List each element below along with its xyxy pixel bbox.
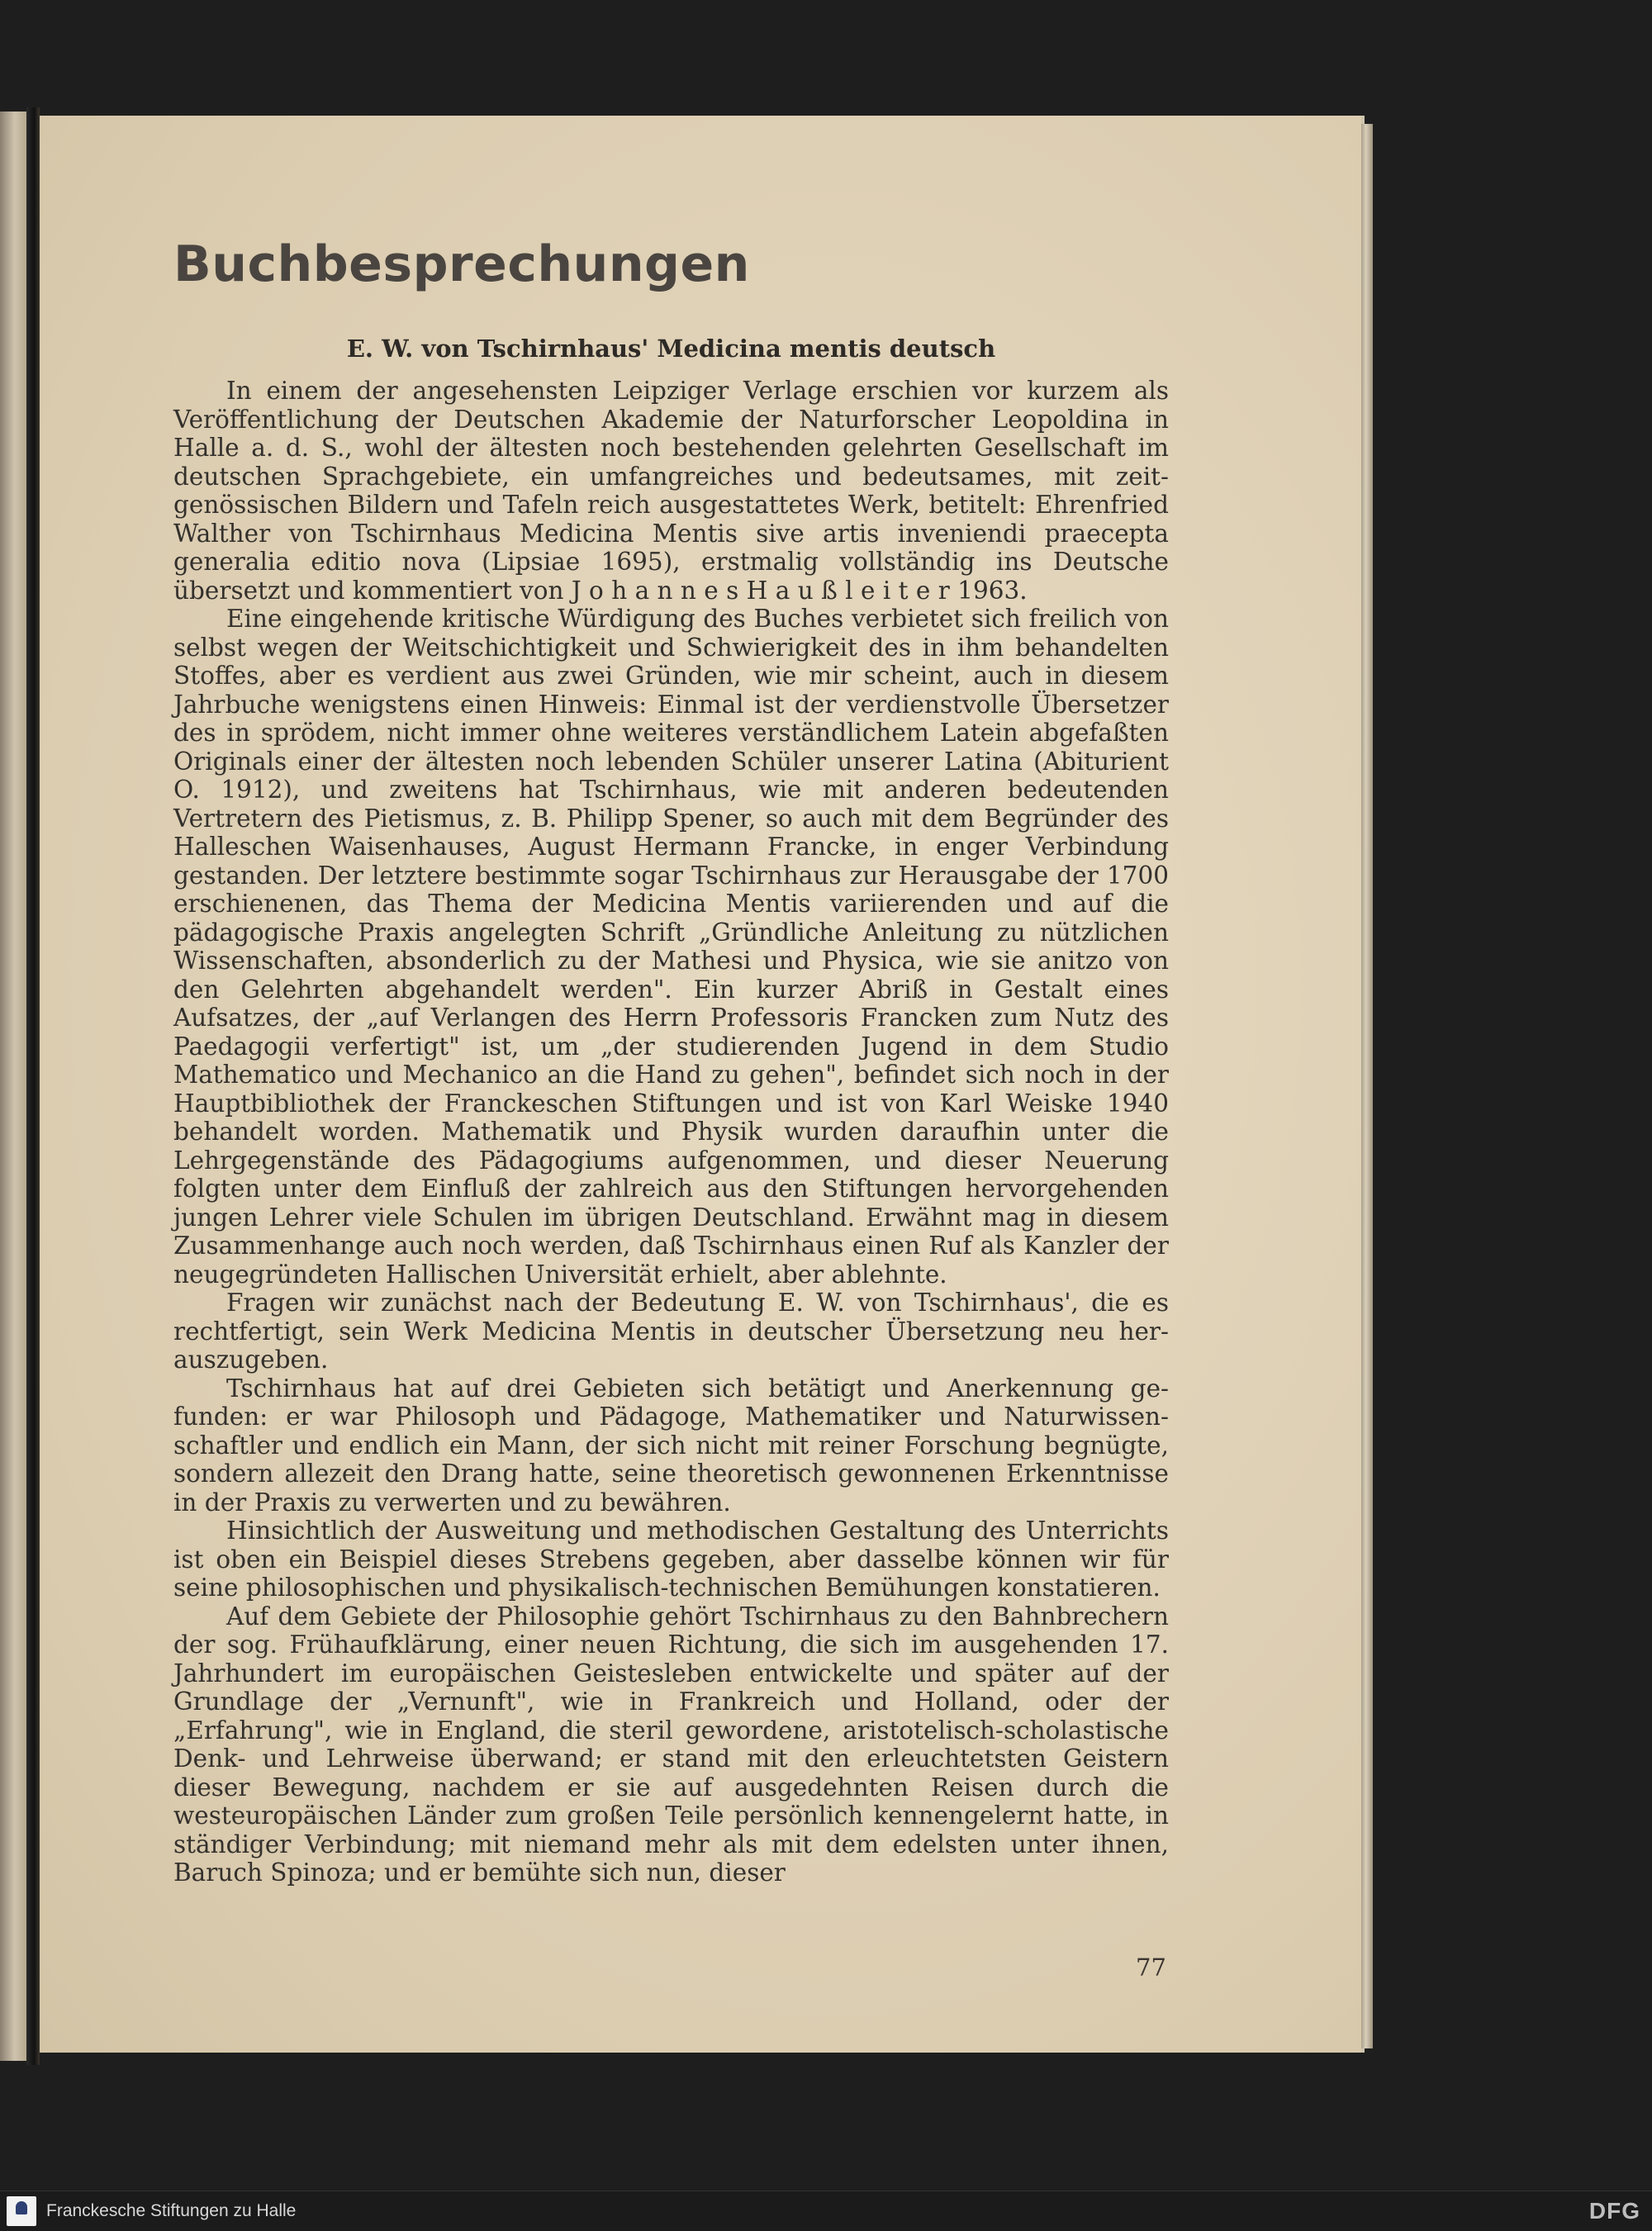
institution-logo-icon [7,2196,36,2226]
paragraph: In einem der angesehensten Leipziger Verlage erschien vor kurzem als Veröffentlichung der Deutschen Akademie der Naturforscher Leopoldina in Halle a. d. S., wohl der ältesten noch bestehenden gelehrten Gesellschaft im deutschen Sprachgebiete, ein umfangreiches und bedeutsames, mit zeitgenössischen Bildern und Tafeln reich ausgestattetes Werk, betitelt: Ehrenfried Walther von Tschirnhaus Medicina Mentis sive artis inveniendi praecepta generalia editio nova (Lipsiae 1695), erstmalig vollständig ins Deutsche übersetzt und kommentiert von J o h a n n e s H a u ß l e i t e r 1963. [173,377,1169,605]
paragraph: Eine eingehende kritische Würdigung des Buches verbietet sich freilich von selbst wegen der Weitschichtigkeit und Schwierigkeit des in ihm behandelten Stoffes, aber es verdient aus zwei Gründen, wie mir scheint, auch in diesem Jahrbuche wenigstens einen Hinweis: Einmal ist der verdienstvolle Übersetzer des in sprödem, nicht immer ohne weiteres verständlichem Latein abgefaßten Originals einer der ältesten noch lebenden Schüler unserer Latina (Abiturient O. 1912), und zweitens hat Tschirnhaus, wie mit anderen bedeutenden Vertretern des Pietismus, z. B. Philipp Spener, so auch mit dem Begründer des Halleschen Waisenhauses, August Hermann Francke, in enger Verbindung gestanden. Der letztere bestimmte sogar Tschirnhaus zur Herausgabe der 1700 erschienenen, das Thema der Medicina Mentis variierenden und auf die pädagogische Praxis angelegten Schrift „Gründliche Anleitung zu nützlichen Wissenschaften, absonderlich zu der Mathesi und Physica, wie sie anitzo von den Gelehrten abgehandelt werden". Ein kurzer Abriß in Gestalt eines Aufsatzes, der „auf Verlangen des Herrn Professoris Francken zum Nutz des Paedagogii verfertigt" ist, um „der studierenden Jugend in dem Studio Mathematico und Mechanico an die Hand zu gehen", befindet sich noch in der Hauptbibliothek der Franckeschen Stiftungen und ist von Karl Weiske 1940 behandelt worden. Mathematik und Physik wurden daraufhin unter die Lehrgegenstände des Pädagogiums aufgenommen, und dieser Neuerung folgten unter dem Einfluß der zahlreich aus den Stiftungen hervorgehenden jungen Lehrer viele Schulen im übrigen Deutschland. Erwähnt mag in diesem Zusammenhange auch noch werden, daß Tschirnhaus einen Ruf als Kanzler der neugegründeten Hallischen Universität erhielt, aber ablehnte. [173,605,1169,1289]
paragraph: Hinsichtlich der Ausweitung und methodischen Gestaltung des Unterrichts ist oben ein Beispiel dieses Strebens gegeben, aber dasselbe können wir für seine philosophischen und physikalisch-technischen Bemühungen konstatieren. [173,1517,1169,1602]
viewer-footer [0,2191,1652,2231]
book-gutter [26,107,40,2065]
paragraph: Tschirnhaus hat auf drei Gebieten sich betätigt und Anerkennung gefunden: er war Philosoph und Pädagoge, Mathematiker und Naturwissenschaftler und endlich ein Mann, der sich nicht mit reiner Forschung begnügte, sondern allezeit den Drang hatte, seine theoretisch gewonnenen Erkenntnisse in der Praxis zu verwerten und zu bewähren. [173,1374,1169,1517]
facing-page-edge [0,112,26,2061]
article-body [173,377,1169,1887]
dfg-logo: DFG [1588,2198,1640,2224]
institution-name[interactable]: Franckesche Stiftungen zu Halle [46,2201,297,2220]
paragraph: Auf dem Gebiete der Philosophie gehört Tschirnhaus zu den Bahnbrechern der sog. Frühaufklärung, einer neuen Richtung, die sich im ausgehenden 17. Jahrhundert im europäischen Geistesleben entwickelte und später auf der Grundlage der „Vernunft", wie in Frankreich und Holland, oder der „Erfahrung", wie in England, die steril gewordene, aristotelisch-scholastische Denk- und Lehrweise überwand; er stand mit den erleuchtetsten Geistern dieser Bewegung, nachdem er sie auf ausgedehnten Reisen durch die westeuropäischen Länder zum großen Teile persönlich kennengelernt hatte, in ständiger Verbindung; mit niemand mehr als mit dem edelsten unter ihnen, Baruch Spinoza; und er bemühte sich nun, dieser [173,1602,1169,1887]
page-number: 77 [1136,1953,1166,1982]
article-title: E. W. von Tschirnhaus' Medicina mentis deutsch [346,335,996,363]
section-heading: Buchbesprechungen [173,235,750,293]
paragraph: Fragen wir zunächst nach der Bedeutung E. W. von Tschirnhaus', die es rechtfertigt, sein Werk Medicina Mentis in deutscher Übersetzung neu herauszugeben. [173,1289,1169,1374]
page-stack-edge [1361,124,1373,2048]
